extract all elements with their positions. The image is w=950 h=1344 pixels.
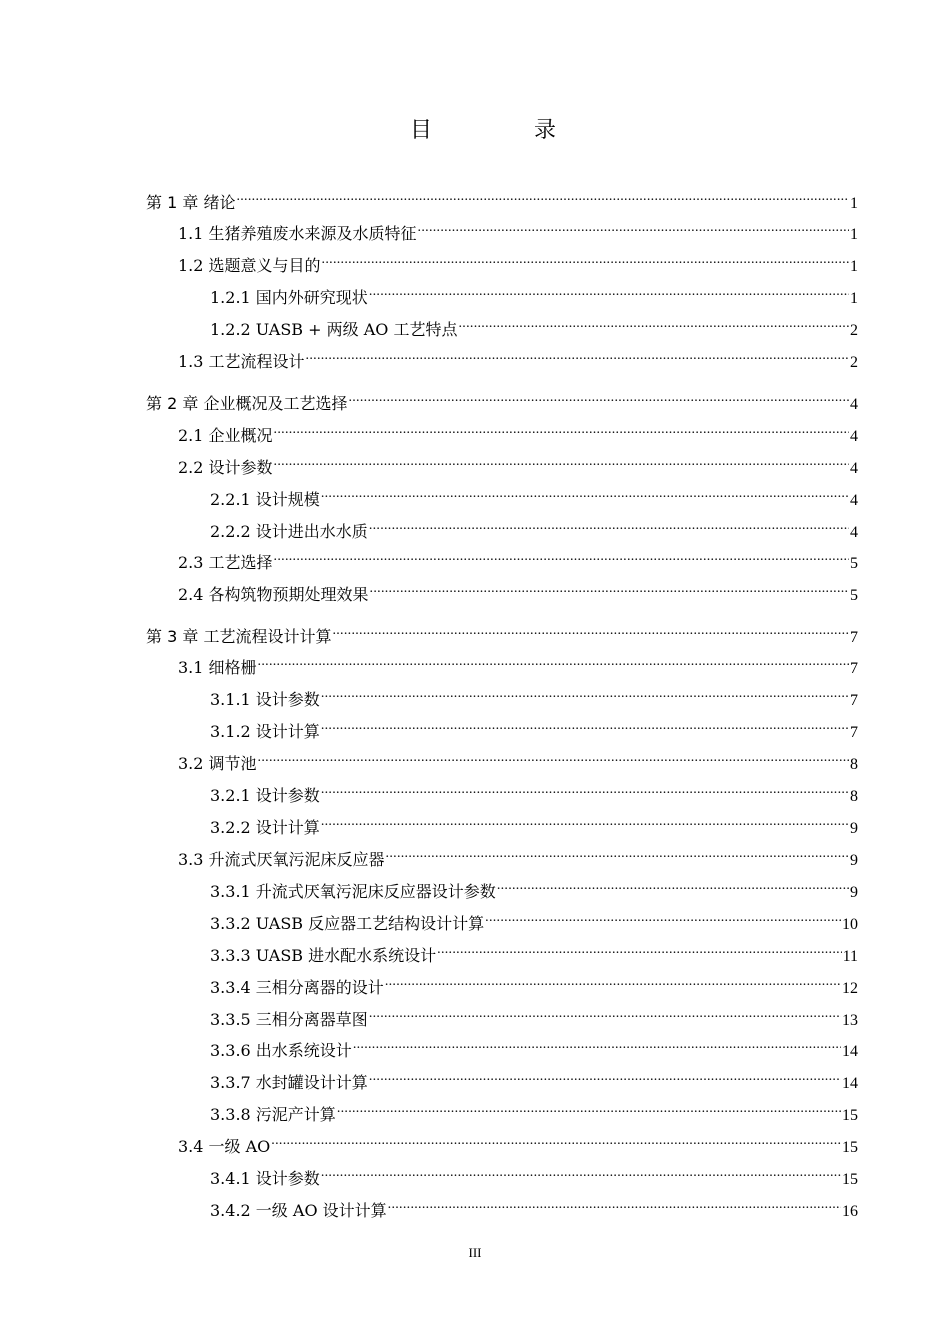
- toc-entry-3-4[interactable]: [178, 1130, 858, 1156]
- toc-entry-3-1[interactable]: [178, 651, 858, 677]
- toc-entry-label: 3.3 升流式厌氧污泥床反应器: [178, 850, 385, 869]
- toc-entry-1-3[interactable]: [178, 345, 858, 371]
- dot-leader: [385, 971, 841, 993]
- toc-entry-label: 3.4 一级 AO: [178, 1137, 271, 1156]
- toc-page-number: 7: [850, 724, 858, 741]
- toc-entry-label: 3.2 调节池: [178, 754, 257, 773]
- toc-entry-3-4-1[interactable]: [210, 1162, 858, 1188]
- dot-leader: [370, 578, 849, 600]
- toc-entry-label: 2.2.2 设计进出水水质: [210, 522, 368, 541]
- toc-entry-label: 2.3 工艺选择: [178, 553, 273, 572]
- toc-entry-3-3-3[interactable]: [210, 939, 858, 965]
- toc-page-number: 1: [850, 290, 858, 307]
- toc-page-number: 2: [850, 354, 858, 371]
- toc-entry-3-3-7[interactable]: [210, 1066, 858, 1092]
- dot-leader: [321, 483, 849, 505]
- toc-page-number: 12: [842, 980, 858, 997]
- toc-page-number: 1: [850, 258, 858, 275]
- toc-page-number: 13: [842, 1012, 858, 1029]
- toc-entry-label: 2.2.1 设计规模: [210, 490, 320, 509]
- toc-page-number: 7: [850, 692, 858, 709]
- toc-entry-label: 3.3.5 三相分离器草图: [210, 1010, 368, 1029]
- toc-entry-3-3-8[interactable]: [210, 1098, 858, 1124]
- dot-leader: [258, 747, 849, 769]
- toc-page-number: 14: [842, 1075, 858, 1092]
- toc-entry-label: 1.2.2 UASB + 两级 AO 工艺特点: [210, 320, 458, 339]
- toc-entry-label: 3.2.1 设计参数: [210, 786, 320, 805]
- toc-entry-3-3-1[interactable]: [210, 875, 858, 901]
- toc-entry-3-2-1[interactable]: [210, 779, 858, 805]
- dot-leader: [459, 313, 850, 335]
- toc-page-number: 9: [850, 820, 858, 837]
- toc-page-number: 4: [850, 428, 858, 445]
- toc-page-number: 8: [850, 756, 858, 773]
- toc-entry-label: 3.3.2 UASB 反应器工艺结构设计计算: [210, 914, 485, 933]
- toc-entry-2-3[interactable]: [178, 546, 858, 572]
- toc-entry-label: 1.1 生猪养殖废水来源及水质特征: [178, 224, 417, 243]
- page-title: 目 录: [409, 118, 596, 143]
- toc-entry-3-4-2[interactable]: [210, 1194, 858, 1220]
- dot-leader: [321, 1162, 841, 1184]
- toc-entry-label: 3.4.1 设计参数: [210, 1169, 320, 1188]
- toc-page-number: 7: [850, 660, 858, 677]
- toc-entry-1-2[interactable]: [178, 249, 858, 275]
- toc-entry-label: 3.3.3 UASB 进水配水系统设计: [210, 946, 437, 965]
- dot-leader: [418, 217, 849, 239]
- toc-page-number: 10: [842, 916, 858, 933]
- dot-leader: [369, 515, 849, 537]
- toc-entry-3-3-5[interactable]: [210, 1003, 858, 1029]
- toc-entry-label: 2.2 设计参数: [178, 458, 273, 477]
- toc-entry-label: 1.2 选题意义与目的: [178, 256, 321, 275]
- toc-page-number: 15: [842, 1107, 858, 1124]
- toc-entry-label: 3.1 细格栅: [178, 658, 257, 677]
- toc-entry-3-1-2[interactable]: [210, 715, 858, 741]
- toc-page-number: 4: [850, 460, 858, 477]
- toc-entry-3-2-2[interactable]: [210, 811, 858, 837]
- dot-leader: [369, 281, 849, 303]
- dot-leader: [321, 779, 849, 801]
- dot-leader: [369, 1003, 841, 1025]
- toc-entry-1-1[interactable]: [178, 217, 858, 243]
- toc-entry-label: 3.1.2 设计计算: [210, 722, 320, 741]
- toc-entry-3-2[interactable]: [178, 747, 858, 773]
- dot-leader: [386, 843, 849, 865]
- toc-page-number: 15: [842, 1171, 858, 1188]
- toc-entry-label: 3.2.2 设计计算: [210, 818, 320, 837]
- toc-entry-3-3-4[interactable]: [210, 971, 858, 997]
- page-footer-number: III: [468, 1245, 482, 1260]
- toc-page-number: 4: [850, 396, 858, 413]
- toc-page-number: 9: [850, 852, 858, 869]
- dot-leader: [321, 811, 849, 833]
- toc-entry-label: 第 1 章 绪论: [146, 193, 236, 212]
- toc-entry-1-2-1[interactable]: [210, 281, 858, 307]
- toc-entry-label: 3.3.7 水封罐设计计算: [210, 1073, 368, 1092]
- toc-entry-label: 第 2 章 企业概况及工艺选择: [146, 394, 348, 413]
- toc-page-number: 5: [850, 555, 858, 572]
- toc-entry-1-2-2[interactable]: [210, 313, 858, 339]
- toc-page-number: 8: [850, 788, 858, 805]
- dot-leader: [274, 546, 849, 568]
- toc-entry-chapter-2[interactable]: [146, 387, 858, 413]
- dot-leader: [388, 1194, 841, 1216]
- toc-page-number: 15: [842, 1139, 858, 1156]
- dot-leader: [332, 620, 849, 642]
- dot-leader: [321, 715, 849, 737]
- toc-page-number: 1: [850, 226, 858, 243]
- toc-page-number: 14: [842, 1043, 858, 1060]
- toc-entry-2-2-2[interactable]: [210, 515, 858, 541]
- toc-entry-chapter-1[interactable]: [146, 186, 858, 212]
- toc-entry-label: 3.3.4 三相分离器的设计: [210, 978, 384, 997]
- toc-page-number: 9: [850, 884, 858, 901]
- toc-entry-label: 3.3.6 出水系统设计: [210, 1041, 352, 1060]
- dot-leader: [353, 1034, 841, 1056]
- toc-page-number: 11: [842, 948, 858, 965]
- dot-leader: [337, 1098, 841, 1120]
- toc-page-number: 1: [850, 195, 858, 212]
- dot-leader: [236, 186, 849, 208]
- toc-entry-label: 3.3.8 污泥产计算: [210, 1105, 336, 1124]
- dot-leader: [348, 387, 849, 409]
- toc-entry-2-4[interactable]: [178, 578, 858, 604]
- dot-leader: [258, 651, 849, 673]
- dot-leader: [322, 249, 849, 271]
- toc-entry-2-1[interactable]: [178, 419, 858, 445]
- toc-entry-label: 2.1 企业概况: [178, 426, 273, 445]
- toc-page-number: 4: [850, 524, 858, 541]
- dot-leader: [321, 683, 849, 705]
- toc-entry-label: 1.3 工艺流程设计: [178, 352, 305, 371]
- dot-leader: [274, 451, 849, 473]
- toc-entry-label: 第 3 章 工艺流程设计计算: [146, 627, 332, 646]
- dot-leader: [274, 419, 849, 441]
- toc-entry-3-1-1[interactable]: [210, 683, 858, 709]
- dot-leader: [437, 939, 841, 961]
- toc-entry-2-2-1[interactable]: [210, 483, 858, 509]
- toc-page-number: 5: [850, 587, 858, 604]
- dot-leader: [369, 1066, 841, 1088]
- toc-entry-3-3-6[interactable]: [210, 1034, 858, 1060]
- dot-leader: [306, 345, 849, 367]
- dot-leader: [497, 875, 849, 897]
- toc-entry-chapter-3[interactable]: [146, 620, 858, 646]
- toc-entry-label: 1.2.1 国内外研究现状: [210, 288, 368, 307]
- toc-entry-2-2[interactable]: [178, 451, 858, 477]
- toc-page-number: 4: [850, 492, 858, 509]
- toc-entry-label: 3.3.1 升流式厌氧污泥床反应器设计参数: [210, 882, 496, 901]
- toc-page-number: 7: [850, 629, 858, 646]
- toc-entry-label: 3.1.1 设计参数: [210, 690, 320, 709]
- dot-leader: [271, 1130, 841, 1152]
- toc-entry-3-3[interactable]: [178, 843, 858, 869]
- toc-entry-label: 3.4.2 一级 AO 设计计算: [210, 1201, 387, 1220]
- toc-page-number: 2: [850, 322, 858, 339]
- toc-entry-label: 2.4 各构筑物预期处理效果: [178, 585, 369, 604]
- toc-page-number: 16: [842, 1203, 858, 1220]
- dot-leader: [485, 907, 841, 929]
- toc-entry-3-3-2[interactable]: [210, 907, 858, 933]
